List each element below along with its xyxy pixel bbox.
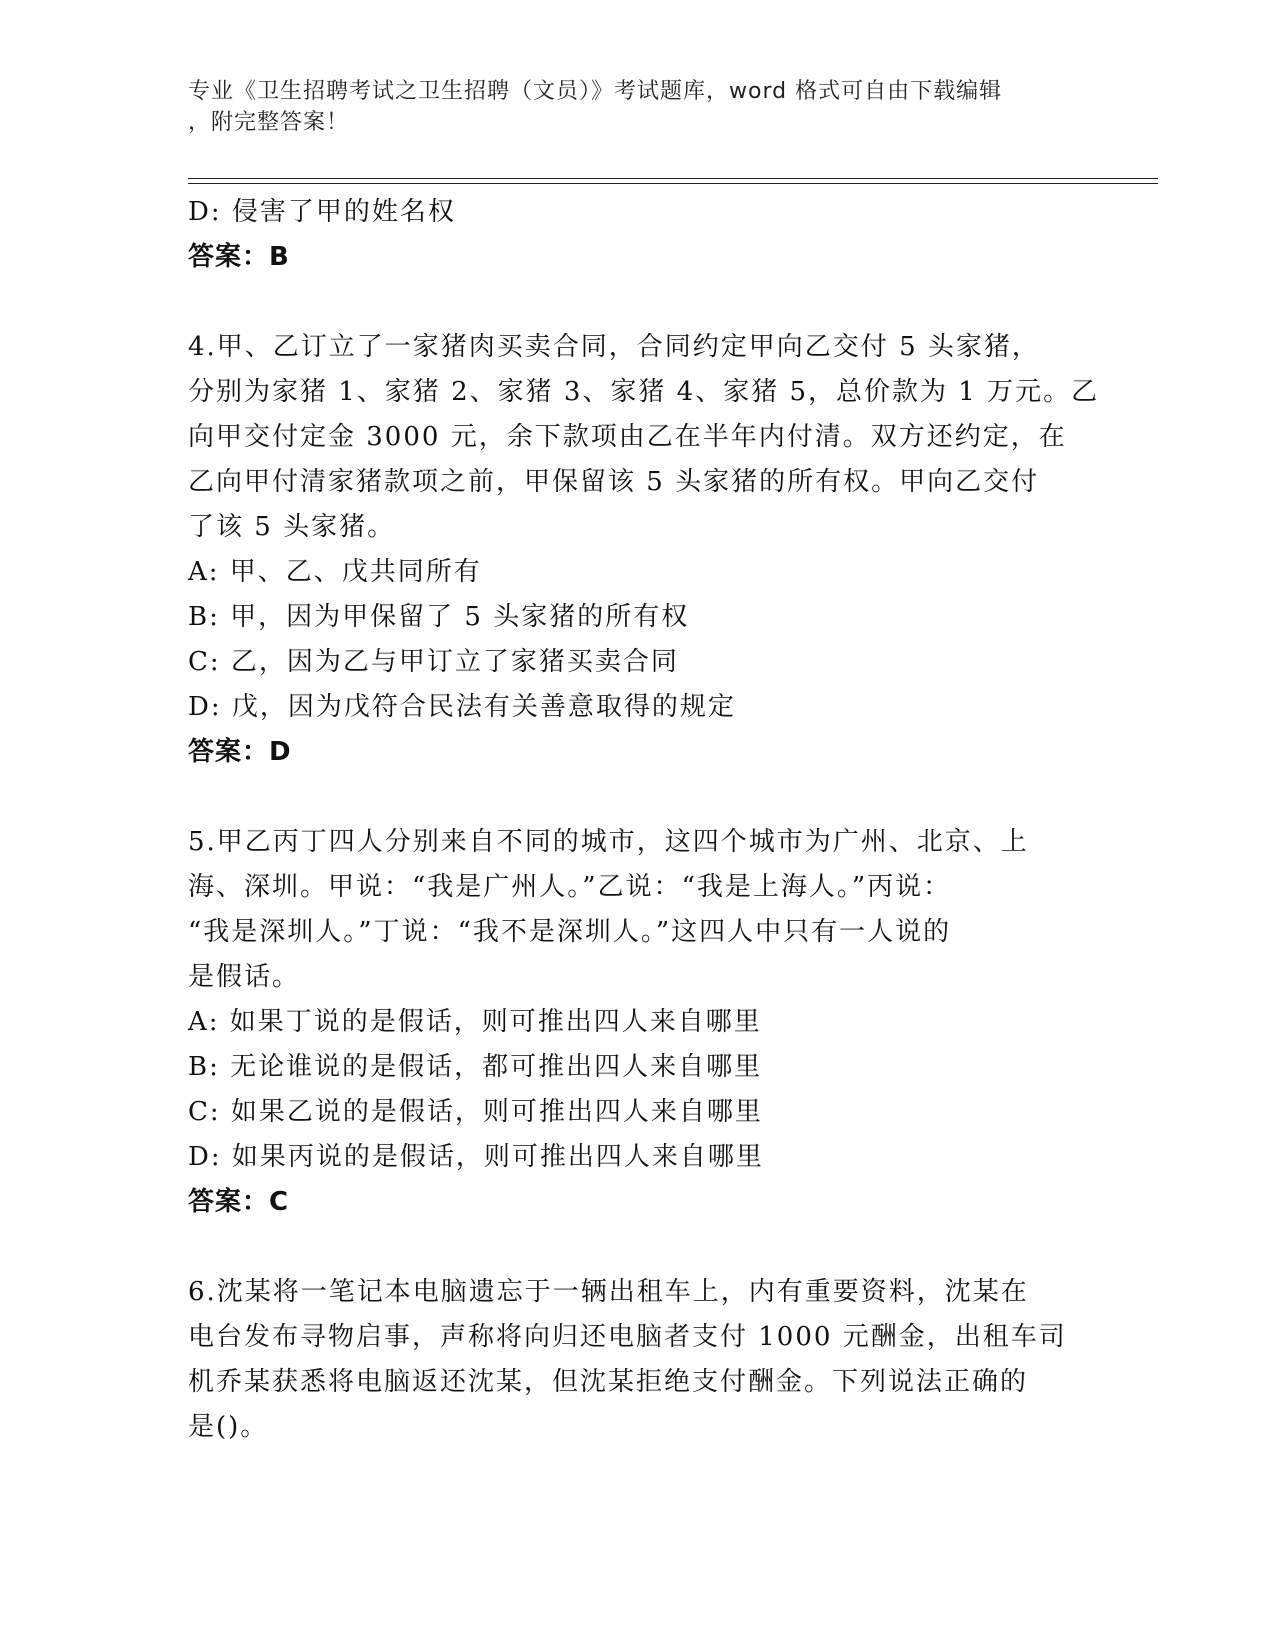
q4-option-d: D: 戊，因为戊符合民法有关善意取得的规定 [188,692,736,722]
answer-label: 答案： [188,737,270,767]
q3-answer [188,235,1088,280]
q5-option-c: C: 如果乙说的是假话，则可推出四人来自哪里 [188,1097,763,1127]
q4-option-b: B: 甲，因为甲保留了 5 头家猪的所有权 [188,602,690,632]
q4-option-a: A: 甲、乙、戊共同所有 [188,557,482,587]
q4-answer [188,730,1088,775]
question-content [188,190,1100,1450]
q5-option-b: B: 无论谁说的是假话，都可推出四人来自哪里 [188,1052,763,1082]
spacer [188,1225,1088,1270]
answer-label: 答案： [188,1187,270,1217]
q5-stem-line: 是假话。 [188,962,301,992]
page-header [188,76,1068,138]
spacer [188,775,1088,820]
q6-stem [188,1270,1088,1450]
q5-stem-line: “我是深圳人。”丁说：“我不是深圳人。”这四人中只有一人说的 [188,917,952,947]
q5-stem [188,820,1088,1000]
header-rule-top [188,178,1158,179]
q4-stem-line: 分别为家猪 1、家猪 2、家猪 3、家猪 4、家猪 5，总价款为 1 万元。乙 [188,377,1100,407]
q6-stem-line: 电台发布寻物启事，声称将向归还电脑者支付 1000 元酬金，出租车司 [188,1322,1067,1352]
q5-stem-line: 海、深圳。甲说：“我是广州人。”乙说：“我是上海人。”丙说： [188,872,952,902]
q5-option-a: A: 如果丁说的是假话，则可推出四人来自哪里 [188,1007,762,1037]
q4-option-c: C: 乙，因为乙与甲订立了家猪买卖合同 [188,647,679,677]
q4-stem [188,325,1100,550]
q6-stem-line: 是()。 [188,1412,269,1442]
answer-value: D [269,737,292,767]
q6-stem-line: 机乔某获悉将电脑返还沈某，但沈某拒绝支付酬金。下列说法正确的 [188,1367,1029,1397]
q6-stem-line: 6.沈某将一笔记本电脑遗忘于一辆出租车上，内有重要资料，沈某在 [188,1277,1029,1307]
header-rule-bottom [188,183,1158,184]
header-line-1: 专业《卫生招聘考试之卫生招聘（文员）》考试题库，word 格式可自由下载编辑 [188,79,1003,104]
answer-value: B [269,242,290,272]
answer-value: C [269,1187,290,1217]
header-line-2: ，附完整答案！ [188,110,350,135]
q5-option-d: D: 如果丙说的是假话，则可推出四人来自哪里 [188,1142,764,1172]
spacer [188,280,1088,325]
q4-stem-line: 4.甲、乙订立了一家猪肉买卖合同，合同约定甲向乙交付 5 头家猪， [188,332,1040,362]
q4-stem-line: 乙向甲付清家猪款项之前，甲保留该 5 头家猪的所有权。甲向乙交付 [188,467,1040,497]
q4-stem-line: 向甲交付定金 3000 元，余下款项由乙在半年内付清。双方还约定，在 [188,422,1067,452]
answer-label: 答案： [188,242,270,272]
q5-answer [188,1180,1088,1225]
q4-stem-line: 了该 5 头家猪。 [188,512,396,542]
q5-stem-line: 5.甲乙丙丁四人分别来自不同的城市，这四个城市为广州、北京、上 [188,827,1029,857]
q3-option-d: D: 侵害了甲的姓名权 [188,197,456,227]
